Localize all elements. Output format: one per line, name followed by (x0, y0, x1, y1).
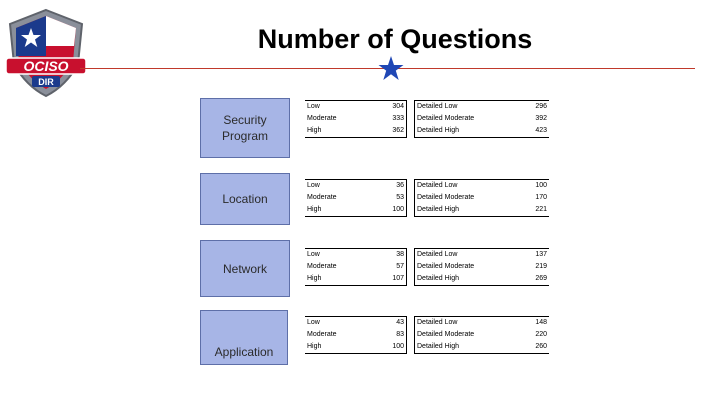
detailed-value: 220 (535, 331, 547, 338)
logo-text: OCISO (23, 58, 69, 74)
detailed-value: 260 (518, 341, 549, 354)
detailed-table-application (414, 316, 549, 354)
level-label: Low (305, 249, 374, 262)
level-value: 38 (374, 249, 407, 262)
category-box-application (200, 310, 288, 365)
detailed-value: 423 (518, 125, 549, 138)
detailed-label: Detailed Moderate (415, 192, 518, 204)
level-label: Low (305, 180, 374, 193)
detailed-table-network (414, 248, 549, 286)
detailed-label: Detailed High (415, 125, 518, 138)
level-label: Moderate (307, 194, 337, 201)
level-label: Moderate (307, 263, 337, 270)
level-label: Moderate (307, 115, 337, 122)
logo-subtext: DIR (38, 77, 54, 87)
category-label: Application (214, 345, 274, 359)
detailed-value: 296 (518, 101, 549, 114)
category-label: Security Program (221, 113, 268, 143)
detailed-label: Detailed Low (415, 180, 518, 193)
level-value: 333 (374, 113, 407, 125)
ociso-logo (4, 6, 88, 98)
level-value: 53 (374, 192, 407, 204)
levels-table-application (305, 316, 407, 354)
level-label: High (305, 204, 374, 217)
levels-table-network (305, 248, 407, 286)
level-value: 304 (374, 101, 407, 114)
detailed-value: 219 (535, 263, 547, 270)
level-value: 107 (374, 273, 407, 286)
detailed-table-security-program (414, 100, 549, 138)
level-label: High (305, 125, 374, 138)
detailed-label: Detailed Moderate (415, 329, 518, 341)
level-value: 57 (374, 261, 407, 273)
level-label: High (305, 273, 374, 286)
level-label: Low (305, 317, 374, 330)
page-title: Number of Questions (257, 24, 533, 54)
detailed-value: 100 (518, 180, 549, 193)
detailed-label: Detailed High (415, 341, 518, 354)
detailed-label: Detailed Moderate (415, 261, 518, 273)
detailed-table-location (414, 179, 549, 217)
level-label: High (305, 341, 374, 354)
detailed-label: Detailed Low (415, 249, 518, 262)
category-box-security-program (200, 98, 290, 158)
levels-table-security-program (305, 100, 407, 138)
detailed-label: Detailed Low (415, 317, 518, 330)
category-box-location (200, 173, 290, 225)
level-label: Moderate (307, 331, 337, 338)
category-label: Location (222, 192, 268, 206)
detailed-label: Detailed Moderate (415, 113, 518, 125)
category-box-network (200, 240, 290, 297)
level-value: 362 (374, 125, 407, 138)
detailed-value: 269 (518, 273, 549, 286)
detailed-label: Detailed High (415, 273, 518, 286)
detailed-value: 221 (518, 204, 549, 217)
levels-table-location (305, 179, 407, 217)
level-value: 36 (374, 180, 407, 193)
detailed-value: 148 (518, 317, 549, 330)
detailed-value: 392 (535, 115, 547, 122)
detailed-value: 170 (535, 194, 547, 201)
level-value: 83 (374, 329, 407, 341)
level-label: Low (305, 101, 374, 114)
level-value: 43 (374, 317, 407, 330)
level-value: 100 (374, 341, 407, 354)
detailed-label: Detailed Low (415, 101, 518, 114)
star-icon (378, 55, 404, 81)
level-value: 100 (374, 204, 407, 217)
detailed-label: Detailed High (415, 204, 518, 217)
category-label: Network (222, 261, 267, 276)
detailed-value: 137 (518, 249, 549, 262)
